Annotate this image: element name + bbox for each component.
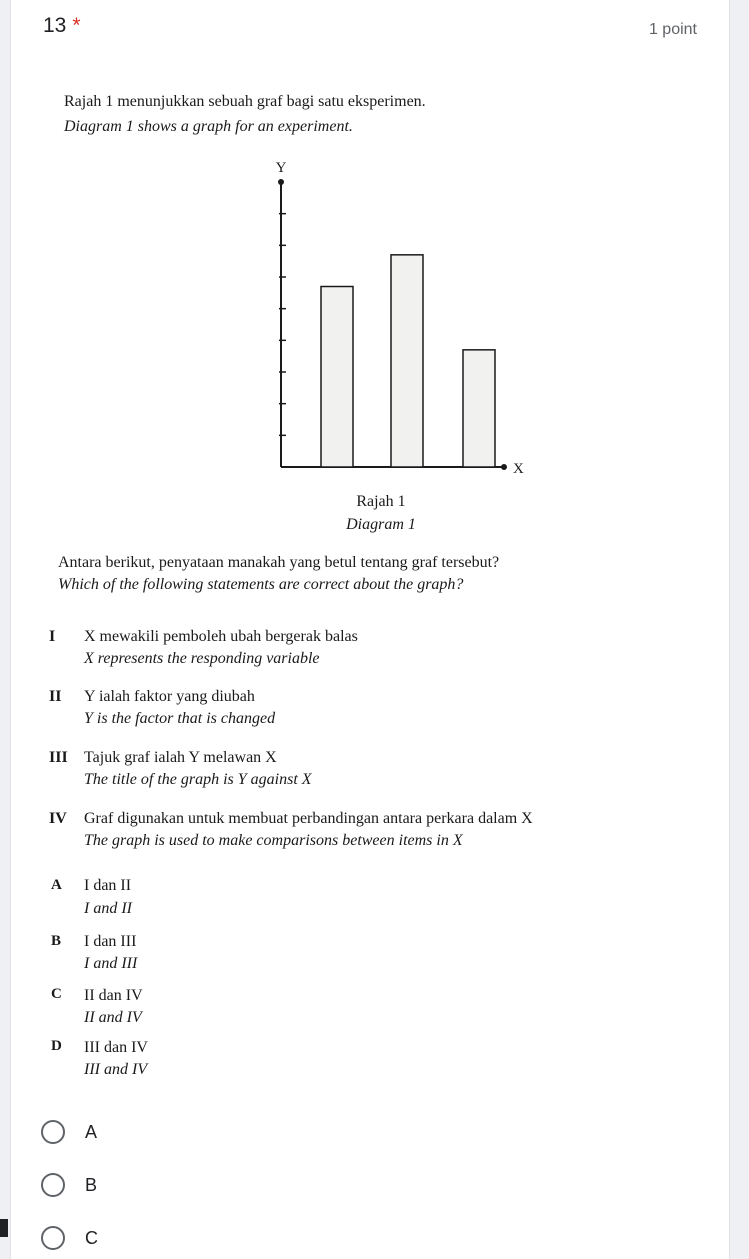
required-asterisk: * — [72, 14, 81, 37]
answer-ms: I dan III — [84, 933, 137, 950]
answer-ms: I dan II — [84, 877, 132, 894]
radio-label[interactable]: A — [85, 1121, 98, 1142]
points-label: 1 point — [648, 21, 697, 38]
bar-3 — [463, 350, 495, 467]
bar-1 — [321, 287, 353, 468]
radio-label[interactable]: C — [85, 1227, 98, 1248]
statement-number: IV — [49, 810, 67, 827]
radio-label[interactable]: B — [85, 1174, 98, 1195]
statement-ms: Y ialah faktor yang diubah — [84, 688, 255, 705]
intro-en: Diagram 1 shows a graph for an experiment. — [64, 118, 353, 135]
statement-ms: Tajuk graf ialah Y melawan X — [84, 749, 277, 766]
question-number: 13 * — [43, 14, 81, 37]
caption-en: Diagram 1 — [346, 516, 416, 533]
statement-en: The title of the graph is Y against X — [84, 771, 312, 788]
radio-option-a[interactable] — [41, 1120, 97, 1144]
answer-letter: C — [51, 986, 62, 1002]
x-axis-label: X — [513, 461, 524, 477]
bar-chart — [241, 155, 541, 533]
answer-en: I and III — [84, 955, 138, 972]
answer-letter: B — [51, 933, 62, 949]
bar-2 — [391, 255, 423, 467]
statement-en: Y is the factor that is changed — [84, 710, 276, 727]
edge-marker — [0, 1219, 8, 1237]
prompt-en: Which of the following statements are correct about the graph? — [58, 576, 464, 593]
answer-en: II and IV — [84, 1009, 142, 1026]
statement-number: I — [49, 628, 56, 645]
prompt-ms: Antara berikut, penyataan manakah yang betul tentang graf tersebut? — [58, 554, 500, 571]
statement-ms: Graf digunakan untuk membuat perbandingan antara perkara dalam X — [84, 810, 533, 827]
statement-en: X represents the responding variable — [84, 650, 320, 667]
statement-ms: X mewakili pemboleh ubah bergerak balas — [84, 628, 358, 645]
y-axis-dot — [278, 179, 284, 185]
question-card — [10, 0, 730, 1259]
answer-letter: A — [51, 877, 62, 893]
caption-ms: Rajah 1 — [356, 493, 406, 510]
radio-circle[interactable] — [41, 1120, 65, 1144]
answer-en: I and II — [84, 900, 132, 917]
y-axis-label: Y — [275, 160, 287, 176]
statement-number: III — [49, 749, 68, 766]
radio-circle[interactable] — [41, 1226, 65, 1250]
x-axis-dot — [501, 464, 507, 470]
answer-letter: D — [51, 1038, 62, 1054]
radio-option-c[interactable] — [41, 1226, 98, 1250]
answer-ms: II dan IV — [84, 987, 143, 1004]
answer-ms: III dan IV — [84, 1039, 148, 1056]
answer-en: III and IV — [84, 1061, 148, 1078]
intro-ms: Rajah 1 menunjukkan sebuah graf bagi satu eksperimen. — [64, 93, 426, 110]
radio-option-b[interactable] — [41, 1173, 97, 1197]
statement-en: The graph is used to make comparisons between items in X — [84, 832, 463, 849]
radio-circle[interactable] — [41, 1173, 65, 1197]
statement-number: II — [49, 688, 62, 705]
